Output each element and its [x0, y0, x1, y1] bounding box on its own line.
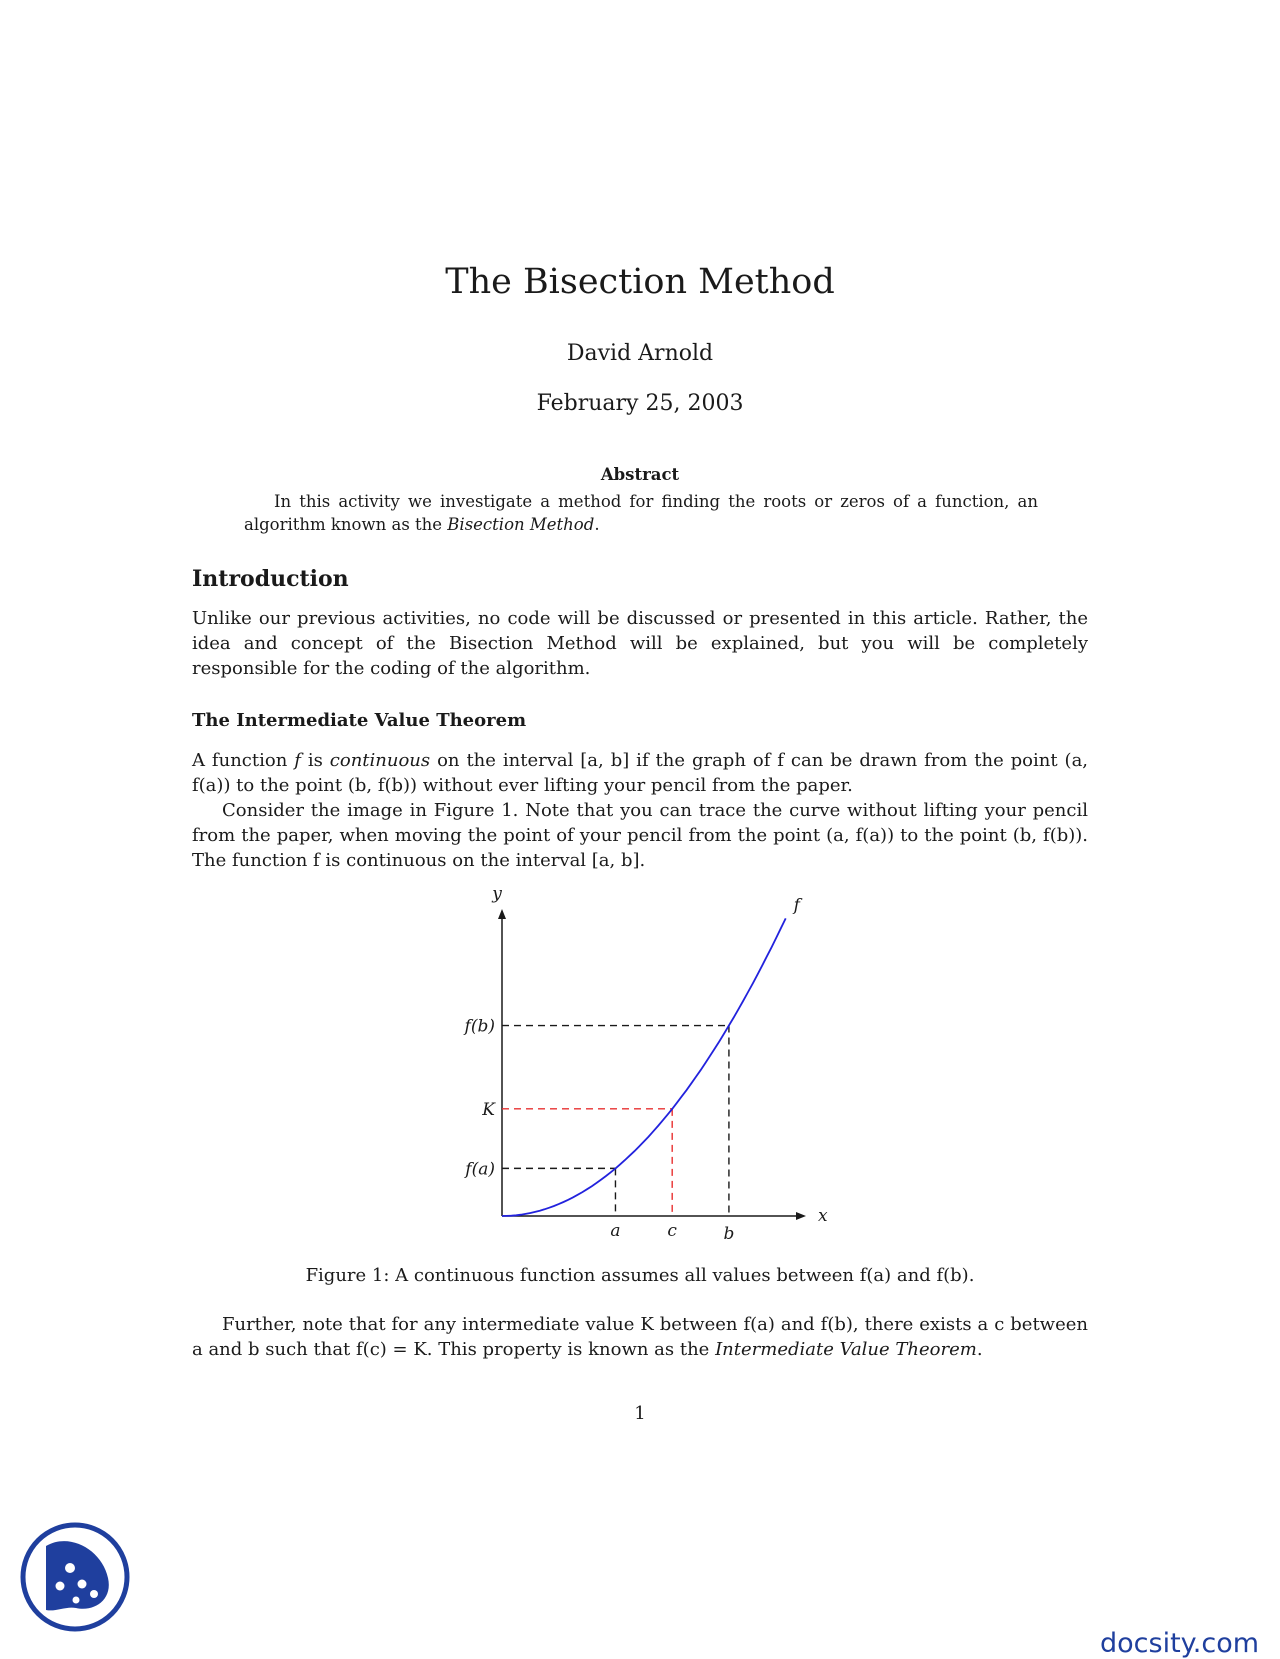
fb-tick-label: f(b): [464, 1016, 495, 1037]
figure-caption: Figure 1: A continuous function assumes all values between f(a) and f(b).: [305, 1265, 975, 1286]
b-tick-label: b: [723, 1224, 735, 1244]
docsity-logo-icon: [18, 1520, 132, 1634]
y-axis-arrow: [498, 909, 506, 919]
abstract-text: In this activity we investigate a method for finding the roots or zeros of a function, an algorithm known as the Bisection Method.: [244, 492, 1038, 534]
introduction-paragraph: Unlike our previous activities, no code will be discussed or presented in this article. Rather, the idea and concept of the Bisection Method will be explained, but you will be completely responsible for the coding of the algorithm.: [192, 608, 1088, 679]
ivt-heading: The Intermediate Value Theorem: [192, 710, 527, 731]
function-curve: [502, 918, 786, 1216]
publication-date: February 25, 2003: [536, 391, 744, 416]
ivt-paragraph-1: A function f is continuous on the interval [a, b] if the graph of f can be drawn from the point (a, f(a)) to the point (b, f(b)) without ever lifting your pencil from the paper.: [192, 750, 1089, 796]
docsity-watermark: docsity.com: [1100, 1628, 1260, 1659]
a-tick-label: a: [610, 1221, 621, 1241]
page-number: 1: [634, 1403, 646, 1424]
ivt-paragraph-2: Consider the image in Figure 1. Note that you can trace the curve without lifting your pencil from the paper, when moving the point of your pencil from the point (a, f(a)) to the point (b, f(b)). The function f is continuous on the interval [a, b].: [192, 800, 1088, 871]
closing-paragraph: Further, note that for any intermediate value K between f(a) and f(b), there exists a c between a and b such that f(c) = K. This property is known as the Intermediate Value Theorem.: [192, 1314, 1088, 1360]
ivt-figure: [420, 880, 860, 1250]
x-axis-arrow: [796, 1212, 806, 1220]
introduction-heading: Introduction: [192, 566, 349, 592]
abstract-heading: Abstract: [600, 465, 680, 484]
fa-tick-label: f(a): [465, 1159, 495, 1180]
curve-label: f: [793, 895, 800, 916]
y-axis-label: y: [492, 884, 502, 904]
k-tick-label: K: [482, 1099, 495, 1120]
x-axis-label: x: [818, 1206, 828, 1226]
paper-title: The Bisection Method: [445, 262, 835, 302]
author-name: David Arnold: [566, 341, 714, 366]
c-tick-label: c: [667, 1221, 677, 1241]
ivt-text: [192, 748, 1088, 873]
